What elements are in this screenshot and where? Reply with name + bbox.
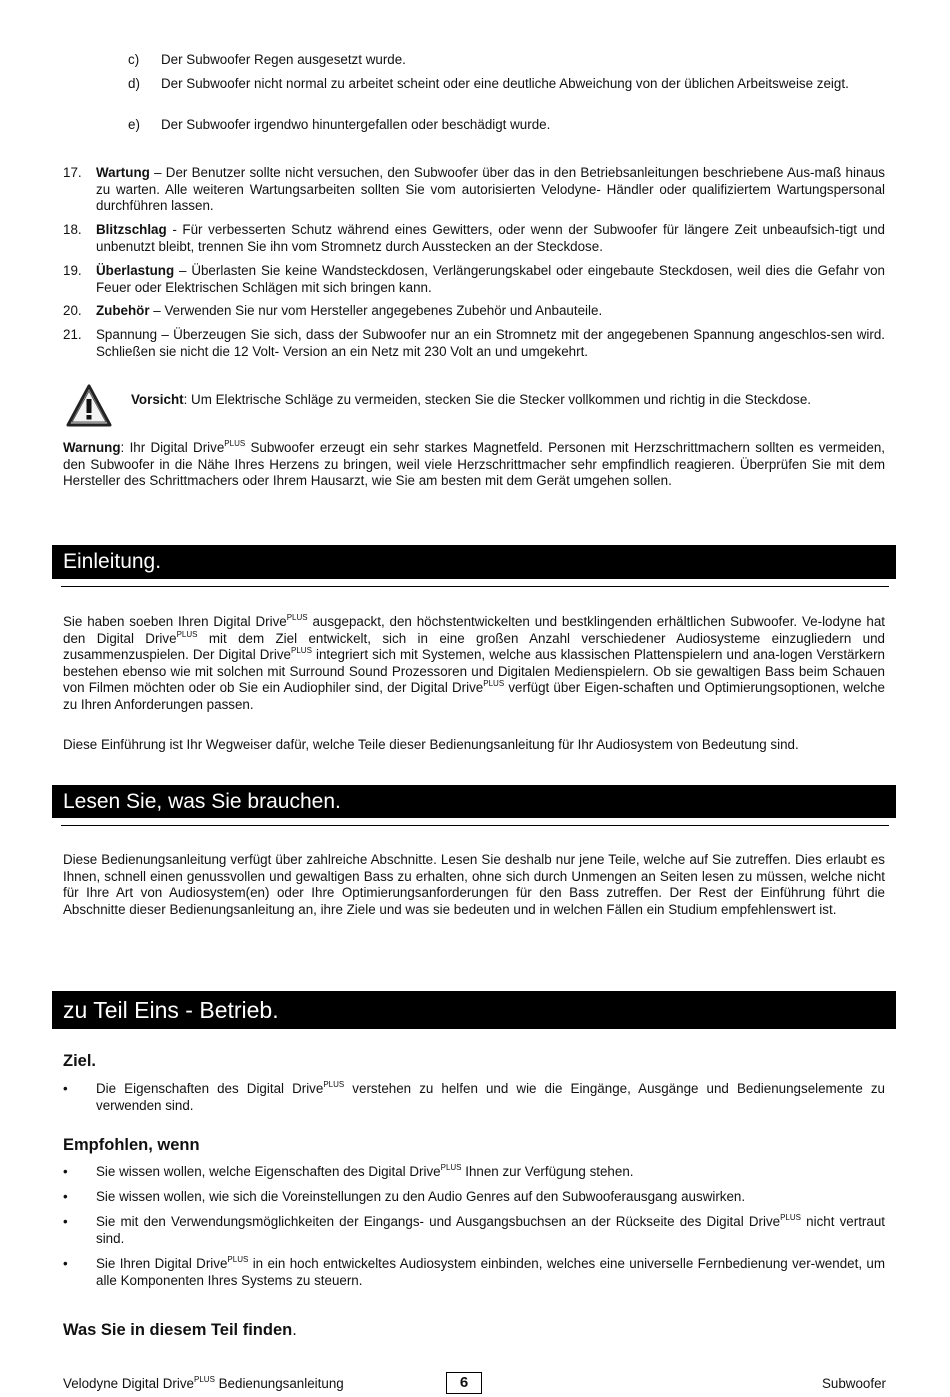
subheading-was-sie-finden: Was Sie in diesem Teil finden.: [63, 1321, 297, 1339]
numbered-item-17: 17. Wartung – Der Benutzer sollte nicht versuchen, den Subwoofer über das in den Betriebsanleitungen beschriebene Aus-maß hinaus zu warten. Alle weiteren Wartungsarbeiten sollten Sie vom autorisierten Velodyne- Händler oder qualifiziertem Wartungspersonal durchführen lassen.: [63, 165, 885, 213]
list-item: • Sie wissen wollen, wie sich die Voreinstellungen zu den Audio Genres auf den Subwooferausgang auswirken.: [63, 1189, 746, 1204]
warning-text: Warnung: Ihr Digital Drive$^{PLUS}$ Subwoofer erzeugt ein sehr starkes Magnetfeld. Personen mit Herzschrittmachern sollten es vermeiden, den Subwoofer in die Nähe Ihres Herzens zu bringen, weil viele Herzschrittmacher sehr empfindlich reagieren. Überprüfen Sie mit dem Hersteller des Schrittmachers oder Ihrem Hausarzt, wie Sie am besten mit dem Gerät umgehen sollen.: [63, 439, 885, 488]
numbered-item-21: 21. Spannung – Überzeugen Sie sich, dass der Subwoofer nur an ein Stromnetz mit der angegebenen Spannung angeschlos-sen wird. Schließen sie nicht die 12 Volt- Version an ein Netz mit 230 Volt an und umgekehrt.: [63, 327, 885, 359]
list-item: • Die Eigenschaften des Digital Drive$^{PLUS}$ verstehen zu helfen und wie die Eingänge, Ausgänge und Bedienungselemente zu verwenden sind.: [63, 1080, 885, 1113]
warning-triangle-icon: [66, 383, 112, 429]
footer-category: Subwoofer: [821, 1376, 886, 1391]
subheading-ziel: Ziel.: [63, 1052, 97, 1070]
subheading-empfohlen: Empfohlen, wenn: [63, 1136, 200, 1154]
list-item: • Sie mit den Verwendungsmöglichkeiten der Eingangs- und Ausgangsbuchsen an der Rückseite des Digital Drive$^{PLUS}$ nicht vertraut sind.: [63, 1213, 885, 1246]
read-paragraph: Diese Bedienungsanleitung verfügt über zahlreiche Abschnitte. Lesen Sie deshalb nur jene Teile, welche auf Sie zutreffen. Dies erlaubt es Ihnen, schnell einen genussvollen und gewaltigen Bass zu erhalten, ohne sich durch Unmengen an Seiten lesen zu müssen, welche nicht für Ihre Art von Audiosystem(en) oder Ihre Optimierungsanforderungen für den Bass zutreffen. Der Rest der Einführung führt die Abschnitte dieser Bedienungsanleitung an, ihre Ziele und was sie bedeuten und in welchen Fällen ein Studium empfehlenswert ist.: [63, 852, 885, 917]
list-item: d) Der Subwoofer nicht normal zu arbeitet scheint oder eine deutliche Abweichung von der üblichen Arbeitsweise zeigt.: [128, 76, 849, 91]
numbered-item-20: 20. Zubehör – Verwenden Sie nur vom Hersteller angegebenes Zubehör und Anbauteile.: [63, 303, 603, 318]
list-item: c) Der Subwoofer Regen ausgesetzt wurde.: [128, 52, 406, 67]
section-heading-lesen: Lesen Sie, was Sie brauchen.: [52, 785, 896, 818]
divider: [61, 825, 889, 826]
list-item: e) Der Subwoofer irgendwo hinuntergefallen oder beschädigt wurde.: [128, 117, 551, 132]
section-heading-einleitung: Einleitung.: [52, 545, 896, 579]
intro-paragraph: Sie haben soeben Ihren Digital Drive$^{PLUS}$ ausgepackt, den höchstentwickelten und bestklingenden erhältlichen Subwoofer. Ve-lodyne hat den Digital Drive$^{PLUS}$ mit dem Ziel entwickelt, sich in eine großen Anzahl verschiedener Audiosysteme einzugliedern und zusammenzuspielen. Der Digital Drive$^{PLUS}$ integriert sich mit Systemen, welche aus klassischen Plattenspielern und ana-logen Verstärkern bestehen ebenso wie mit solchen mit Surround Sound Prozessoren und Digitalen Medienspielern. Ob sie gewaltigen Bass beim Schauen von Filmen möchten oder ob Sie ein Audiophiler sind, der Digital Drive$^{PLUS}$ verfügt über Eigen-schaften und Optimierungsoptionen, welche zu Ihren Anforderungen passen.: [63, 613, 886, 712]
section-heading-teil-eins: zu Teil Eins - Betrieb.: [52, 991, 896, 1029]
intro-guide-paragraph: Diese Einführung ist Ihr Wegweiser dafür, welche Teile dieser Bedienungsanleitung für Ihr Audiosystem von Bedeutung sind.: [63, 737, 799, 752]
page-number: 6: [446, 1372, 482, 1394]
list-item: • Sie Ihren Digital Drive$^{PLUS}$ in ein hoch entwickeltes Audiosystem einbinden, welches eine universelle Fernbedienung ver-wendet, um alle Komponenten Ihres Systems zu steuern.: [63, 1255, 885, 1288]
divider: [61, 586, 889, 587]
caution-text: Vorsicht: Um Elektrische Schläge zu vermeiden, stecken Sie die Stecker vollkommen und richtig in die Steckdose.: [131, 392, 812, 407]
list-item: • Sie wissen wollen, welche Eigenschaften des Digital Drive$^{PLUS}$ Ihnen zur Verfügung stehen.: [63, 1163, 634, 1179]
numbered-item-18: 18. Blitzschlag - Für verbesserten Schutz während eines Gewitters, oder wenn der Subwoofer für längere Zeit unbeaufsich-tigt und unbenutzt bleibt, trennen Sie ihn vom Stromnetz durch Ausstecken an der Steckdose.: [63, 222, 885, 254]
footer-title: Velodyne Digital Drive$^{PLUS}$ Bedienungsanleitung: [63, 1375, 344, 1391]
numbered-item-19: 19. Überlastung – Überlasten Sie keine Wandsteckdosen, Verlängerungskabel oder eingebaute Steckdosen, weil dies die Gefahr von Feuer oder Elektrischen Schlägen mit sich bringen kann.: [63, 263, 885, 295]
